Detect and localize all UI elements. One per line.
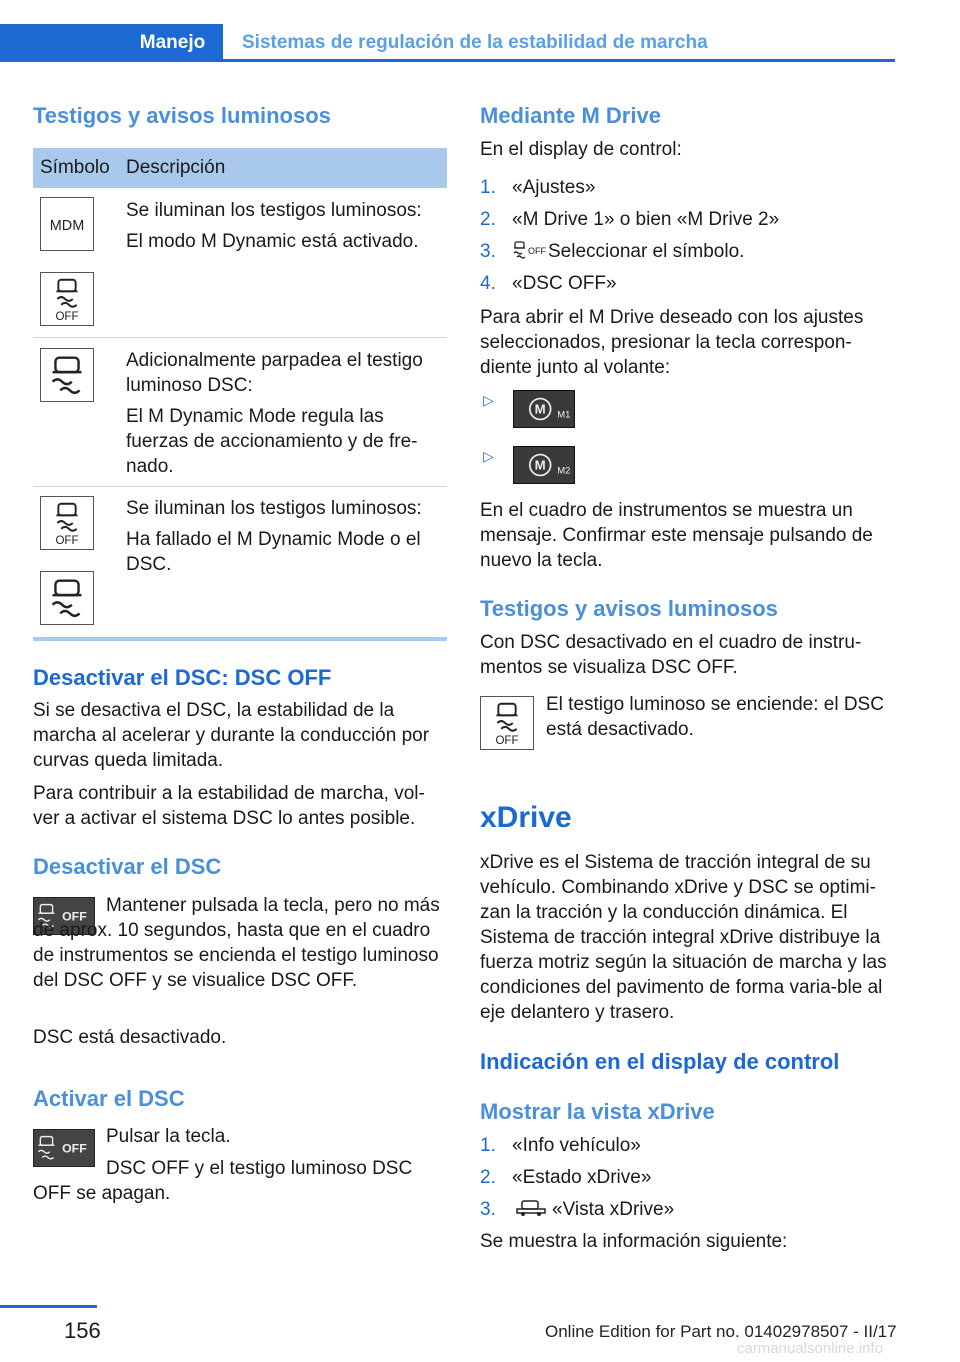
table-col-description: Descripción: [126, 157, 226, 178]
svg-text:M2: M2: [557, 465, 571, 477]
svg-text:OFF: OFF: [55, 311, 79, 324]
paragraph: Con DSC desactivado en el cuadro de instru‐mentos se visualiza DSC OFF.: [480, 632, 862, 678]
section-heading-warning-lights-2: Testigos y avisos luminosos: [480, 596, 778, 621]
dsc-off-symbol-icon: [512, 240, 548, 260]
row3-line2: Ha fallado el M Dynamic Mode o el DSC.: [126, 529, 421, 575]
paragraph: En el cuadro de instrumentos se muestra un mensaje. Confirmar este mensaje pulsando de nuevo la tecla.: [480, 500, 873, 571]
subheading-disable-dsc: Desactivar el DSC: [33, 854, 222, 879]
page-number: 156: [64, 1318, 101, 1343]
paragraph: Pulsar la tecla.: [106, 1126, 231, 1147]
edition-footer: Online Edition for Part no. 01402978507 - II/17: [545, 1322, 897, 1341]
subheading-enable-dsc: Activar el DSC: [33, 1086, 185, 1111]
list-item: 4. «DSC OFF»: [480, 273, 617, 294]
dsc-off-icon: [40, 496, 94, 550]
dsc-icon: [40, 348, 94, 402]
paragraph: El testigo luminoso se enciende: el DSC está desactivado.: [546, 694, 884, 740]
row1-line2: El modo M Dynamic está activado.: [126, 231, 419, 252]
svg-text:MDM: MDM: [49, 217, 85, 234]
mdm-icon: [40, 197, 94, 251]
svg-text:M: M: [534, 457, 546, 473]
watermark: carmanualsonline.info: [737, 1340, 883, 1357]
table-header: [33, 148, 447, 188]
header-underline: [223, 59, 895, 62]
table-row-divider: [33, 486, 447, 487]
table-row-divider: [33, 337, 447, 338]
dsc-icon: [40, 571, 94, 625]
m1-key-icon: [513, 390, 575, 428]
dsc-off-icon: [480, 696, 534, 750]
table-col-symbol: Símbolo: [40, 157, 110, 178]
header-bar: [0, 24, 122, 62]
steps-list: [480, 175, 894, 303]
list-item: 3. «Vista xDrive»: [480, 1199, 675, 1220]
svg-text:OFF: OFF: [62, 1141, 87, 1156]
m2-key-icon: [513, 446, 575, 484]
svg-text:OFF: OFF: [62, 909, 87, 924]
section-heading-dsc-off: Desactivar el DSC: DSC OFF: [33, 665, 332, 690]
row2-line1: Adicionalmente parpadea el testigo luminoso DSC:: [126, 350, 423, 396]
list-item: 1. «Ajustes»: [480, 177, 596, 198]
row1-line1: Se iluminan los testigos luminosos:: [126, 200, 422, 221]
section-heading-m-drive: Mediante M Drive: [480, 103, 661, 128]
page-header: [0, 0, 895, 62]
section-heading-xdrive: xDrive: [480, 801, 572, 834]
paragraph: Si se desactiva el DSC, la estabilidad de la marcha al acelerar y durante la conducción por curvas queda limitada.: [33, 700, 430, 771]
row2-line2: El M Dynamic Mode regula las fuerzas de accionamiento y de fre‐nado.: [126, 406, 418, 477]
section-heading-warning-lights: Testigos y avisos luminosos: [33, 103, 331, 128]
row3-line1: Se iluminan los testigos luminosos:: [126, 498, 422, 519]
paragraph: Se muestra la información siguiente:: [480, 1231, 788, 1252]
list-item: 1. «Info vehículo»: [480, 1135, 641, 1156]
paragraph: DSC está desactivado.: [33, 1027, 227, 1048]
subheading-display: Indicación en el display de control: [480, 1049, 840, 1074]
list-item: 2. «M Drive 1» o bien «M Drive 2»: [480, 209, 780, 230]
paragraph: xDrive es el Sistema de tracción integral de su vehículo. Combinando xDrive y DSC se optimi‐zan la tracción y la conducción dinámica. El Sistema de tracción integral xDrive distribuye la fuerza motriz según la situación de marcha y las condiciones del pavimento de forma varia‐ble al eje delantero y trasero.: [480, 852, 887, 1023]
list-item: 3. OFF Seleccionar el símbolo.: [480, 241, 745, 262]
header-tab: Manejo: [122, 24, 223, 62]
svg-text:OFF: OFF: [495, 735, 519, 748]
steps-list: [480, 1133, 894, 1229]
page-number-rule: [0, 1305, 97, 1308]
header-title: Sistemas de regulación de la estabilidad de marcha: [242, 32, 708, 53]
subheading-show-xdrive: Mostrar la vista xDrive: [480, 1099, 715, 1124]
svg-text:M: M: [534, 401, 546, 417]
car-symbol-icon: [512, 1198, 552, 1218]
paragraph: DSC OFF y el testigo luminoso DSC OFF se apagan.: [33, 1158, 413, 1204]
list-item: 2. «Estado xDrive»: [480, 1167, 652, 1188]
bullet-triangle-icon: ▷: [483, 392, 494, 408]
svg-text:OFF: OFF: [528, 246, 546, 256]
bullet-triangle-icon: ▷: [483, 448, 494, 464]
svg-text:M1: M1: [557, 409, 571, 421]
paragraph: Para contribuir a la estabilidad de marcha, vol‐ver a activar el sistema DSC lo antes posible.: [33, 783, 425, 829]
paragraph: Para abrir el M Drive deseado con los ajustes seleccionados, presionar la tecla correspon‐diente junto al volante:: [480, 307, 864, 378]
table-bottom-bar: [33, 637, 447, 641]
paragraph: En el display de control:: [480, 139, 682, 160]
svg-text:OFF: OFF: [55, 535, 79, 548]
paragraph: Mantener pulsada la tecla, pero no más de aprox. 10 segundos, hasta que en el cuadro de instrumentos se encienda el testigo luminoso del DSC OFF y se visualice DSC OFF.: [33, 895, 440, 991]
dsc-off-icon: [40, 272, 94, 326]
